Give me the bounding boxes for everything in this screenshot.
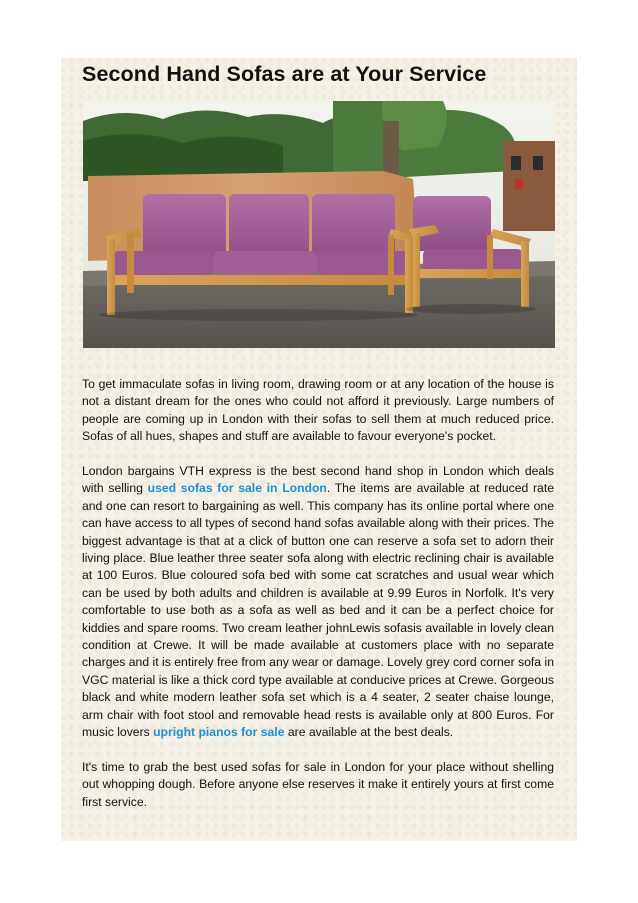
paragraph-main [82, 463, 554, 742]
upright-pianos-link[interactable]: upright pianos for sale [153, 725, 285, 740]
page-title: Second Hand Sofas are at Your Service [82, 62, 487, 86]
article-body [82, 376, 554, 829]
paragraph-main-text-3: are available at the best deals. [284, 725, 454, 740]
paragraph-intro: To get immaculate sofas in living room, drawing room or at any location of the house is not a distant dream for the ones who could not afford it previously. Large numbers of people are coming up in London with their sofas to sell them at much reduced price. Sofas of all hues, shapes and stuff are available to favour everyone's pocket. [82, 377, 554, 444]
used-sofas-link[interactable]: used sofas for sale in London [147, 481, 327, 496]
paragraph-main-text-1: London bargains VTH express is the best second hand shop in London which deals with selling [82, 464, 554, 496]
paragraph-closing: It's time to grab the best used sofas for sale in London for your place without shelling out whopping dough. Before anyone else reserves it make it entirely yours at first come first service. [82, 759, 554, 809]
sofa-set-photo [83, 101, 555, 348]
paragraph-main-text-2: . The items are available at reduced rate and one can resort to bargaining as well. This company has its online portal where one can have access to all types of second hand sofas available along with their prices. The biggest advantage is that at a click of button one can reserve a sofa set to adorn their living place. Blue leather three seater sofa along with electric reclining chair is available at 100 Euros. Blue coloured sofa bed with some cat scratches and usual wear which can be used by both adults and children is available at 9.99 Euros in Norfolk. It's very comfortable to use both as a sofa as well as bed and it can be a perfect choice for kiddies and spare rooms. Two cream leather johnLewis sofasis available in lovely clean condition at Crewe. It will be made available at customers place with no separate charges and it is entirely free from any wear or damage. Lovely grey cord corner sofa in VGC material is like a thick cord type available at conducive prices at Crewe. Gorgeous black and white modern leather sofa set which is a 4 seater, 2 seater chaise lounge, arm chair with foot stool and removable head rests is available only at 800 Euros. For music lovers [82, 481, 554, 740]
